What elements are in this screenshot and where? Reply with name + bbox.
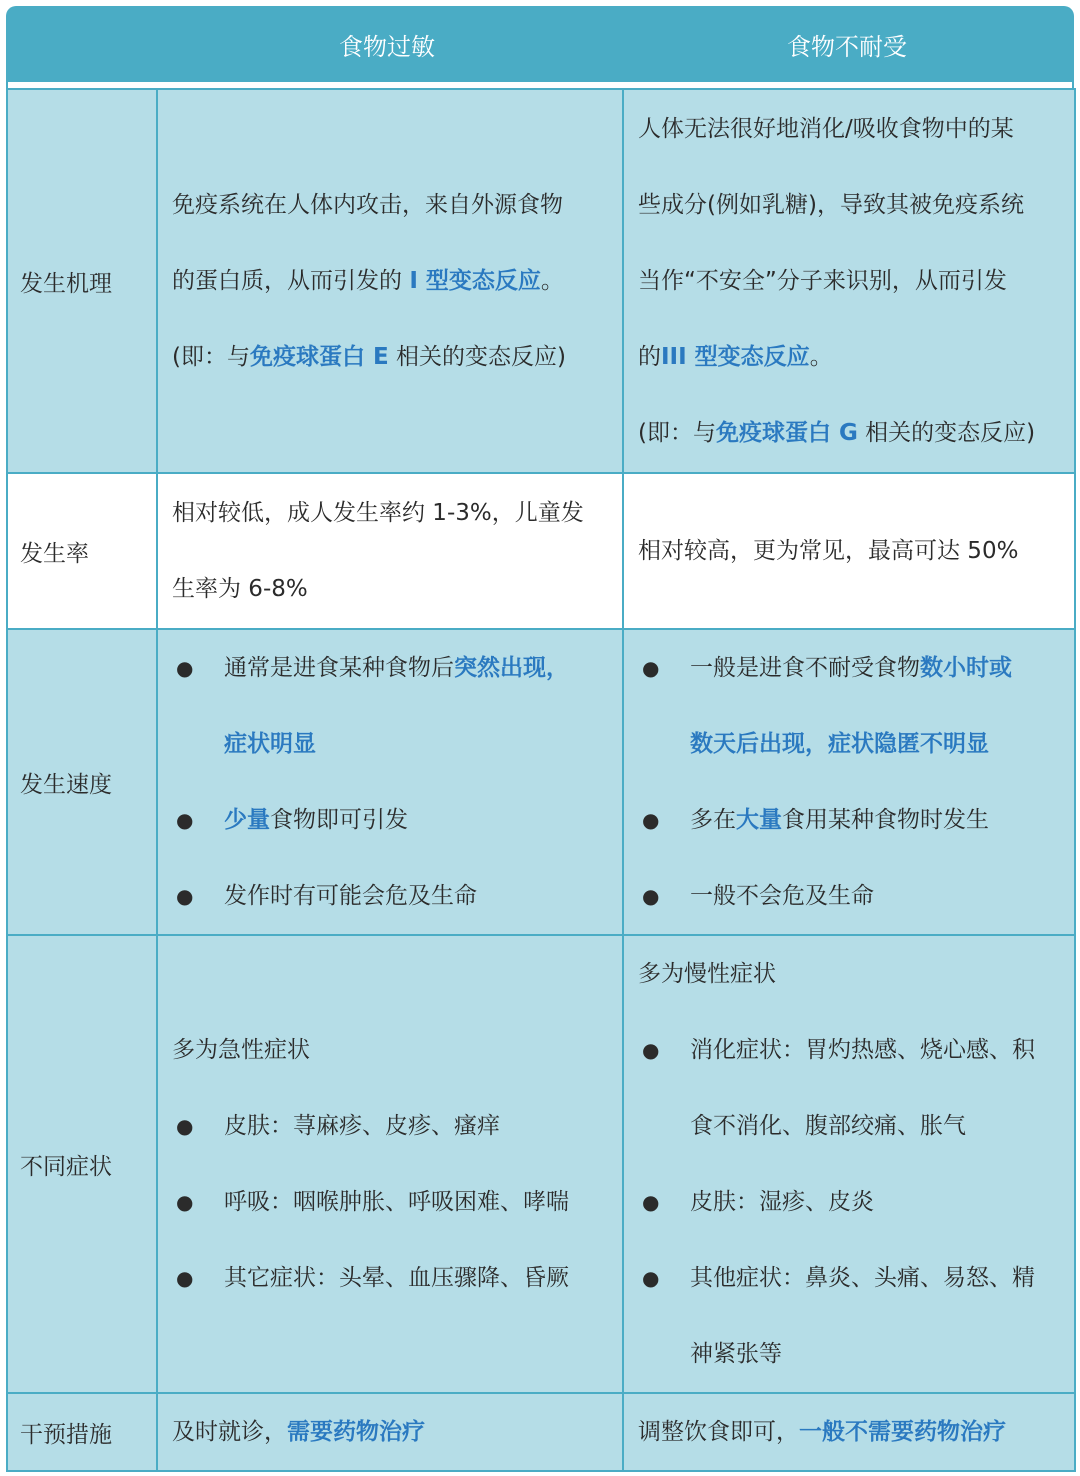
highlight-igg: 免疫球蛋白 G [715, 420, 858, 446]
row-label-speed: 发生速度 [7, 629, 157, 935]
list-item: ● 多在大量食用某种食物时发生 [638, 782, 1060, 858]
table-row-intervention [7, 1393, 1075, 1471]
row-label-mechanism: 发生机理 [7, 89, 157, 473]
bullet-icon: ● [642, 808, 660, 832]
list-item: ● 一般是进食不耐受食物数小时或 [638, 630, 1060, 706]
header-food-allergy: 食物过敏 [339, 32, 435, 61]
cell-allergy-intervention [157, 1393, 623, 1471]
text-line: 当作“不安全”分子来识别，从而引发 [638, 268, 1007, 294]
cell-intolerance-speed [623, 629, 1075, 935]
list-item: ● 通常是进食某种食物后突然出现， [172, 630, 608, 706]
bullet-icon: ● [176, 808, 194, 832]
text-line: 相对较低，成人发生率约 1-3%，儿童发 [172, 500, 584, 526]
cell-intolerance-mechanism [623, 89, 1075, 473]
list-item: ● 呼吸：咽喉肿胀、呼吸困难、哮喘 [172, 1164, 608, 1240]
list-item: ● 其它症状：头晕、血压骤降、昏厥 [172, 1240, 608, 1316]
list-item: ● 少量食物即可引发 [172, 782, 608, 858]
highlight-type3-reaction: III 型变态反应 [661, 344, 810, 370]
table-row-symptoms [7, 935, 1075, 1393]
table-header [6, 6, 1074, 82]
table-row-speed [7, 629, 1075, 935]
list-item: ● 其他症状：鼻炎、头痛、易怒、精 [638, 1240, 1060, 1316]
bullet-icon: ● [176, 1266, 194, 1290]
text-line: 及时就诊，需要药物治疗 [172, 1419, 425, 1445]
text-line: 人体无法很好地消化/吸收食物中的某 [638, 116, 1014, 142]
list-item: ● 皮肤：湿疹、皮炎 [638, 1164, 1060, 1240]
list-item: ● 发作时有可能会危及生命 [172, 858, 608, 934]
comparison-body [6, 88, 1076, 1472]
cell-intolerance-intervention [623, 1393, 1075, 1471]
list-item: ● 皮肤：荨麻疹、皮疹、瘙痒 [172, 1088, 608, 1164]
text-line: 的蛋白质，从而引发的 I 型变态反应。 [172, 268, 564, 294]
text-line: 免疫系统在人体内攻击，来自外源食物 [172, 192, 563, 218]
bullet-icon: ● [642, 1038, 660, 1062]
highlight-needs-medication: 需要药物治疗 [287, 1419, 425, 1445]
text-line: 生率为 6-8% [172, 576, 308, 602]
bullet-icon: ● [176, 884, 194, 908]
bullet-icon: ● [176, 656, 194, 680]
text-line: 的III 型变态反应。 [638, 344, 833, 370]
cell-allergy-symptoms [157, 935, 623, 1393]
text-line: 调整饮食即可，一般不需要药物治疗 [638, 1419, 1006, 1445]
text-line: 多为慢性症状 [638, 961, 776, 987]
row-label-intervention: 干预措施 [7, 1393, 157, 1471]
bullet-icon: ● [642, 656, 660, 680]
list-item: ● 消化症状：胃灼热感、烧心感、积 [638, 1012, 1060, 1088]
list-item: ● 一般不会危及生命 [638, 858, 1060, 934]
text-line: 些成分(例如乳糖)，导致其被免疫系统 [638, 192, 1024, 218]
highlight-no-medication: 一般不需要药物治疗 [799, 1419, 1006, 1445]
bullet-icon: ● [642, 1190, 660, 1214]
highlight-type1-reaction: I 型变态反应 [409, 268, 541, 294]
bullet-icon: ● [642, 1266, 660, 1290]
bullet-icon: ● [176, 1114, 194, 1138]
header-food-intolerance: 食物不耐受 [787, 32, 907, 61]
row-label-incidence: 发生率 [7, 473, 157, 629]
cell-allergy-mechanism [157, 89, 623, 473]
list-item-continuation: 食不消化、腹部绞痛、胀气 [690, 1113, 966, 1139]
bullet-icon: ● [642, 884, 660, 908]
comparison-table [6, 6, 1074, 1472]
table-row-mechanism [7, 89, 1075, 473]
list-item-continuation: 神紧张等 [690, 1341, 782, 1367]
text-line: 相对较高，更为常见，最高可达 50% [638, 538, 1019, 564]
text-line: (即：与免疫球蛋白 E 相关的变态反应) [172, 344, 566, 370]
bullet-icon: ● [176, 1190, 194, 1214]
list-item-continuation: 症状明显 [224, 731, 316, 757]
text-line: 多为急性症状 [172, 1037, 310, 1063]
cell-allergy-speed [157, 629, 623, 935]
highlight-ige: 免疫球蛋白 E [249, 344, 389, 370]
list-item-continuation: 数天后出现，症状隐匿不明显 [690, 731, 989, 757]
cell-intolerance-incidence [623, 473, 1075, 629]
cell-intolerance-symptoms [623, 935, 1075, 1393]
row-label-symptoms: 不同症状 [7, 935, 157, 1393]
text-line: (即：与免疫球蛋白 G 相关的变态反应) [638, 420, 1036, 446]
header-empty-cell [6, 6, 154, 82]
table-row-incidence [7, 473, 1075, 629]
cell-allergy-incidence [157, 473, 623, 629]
